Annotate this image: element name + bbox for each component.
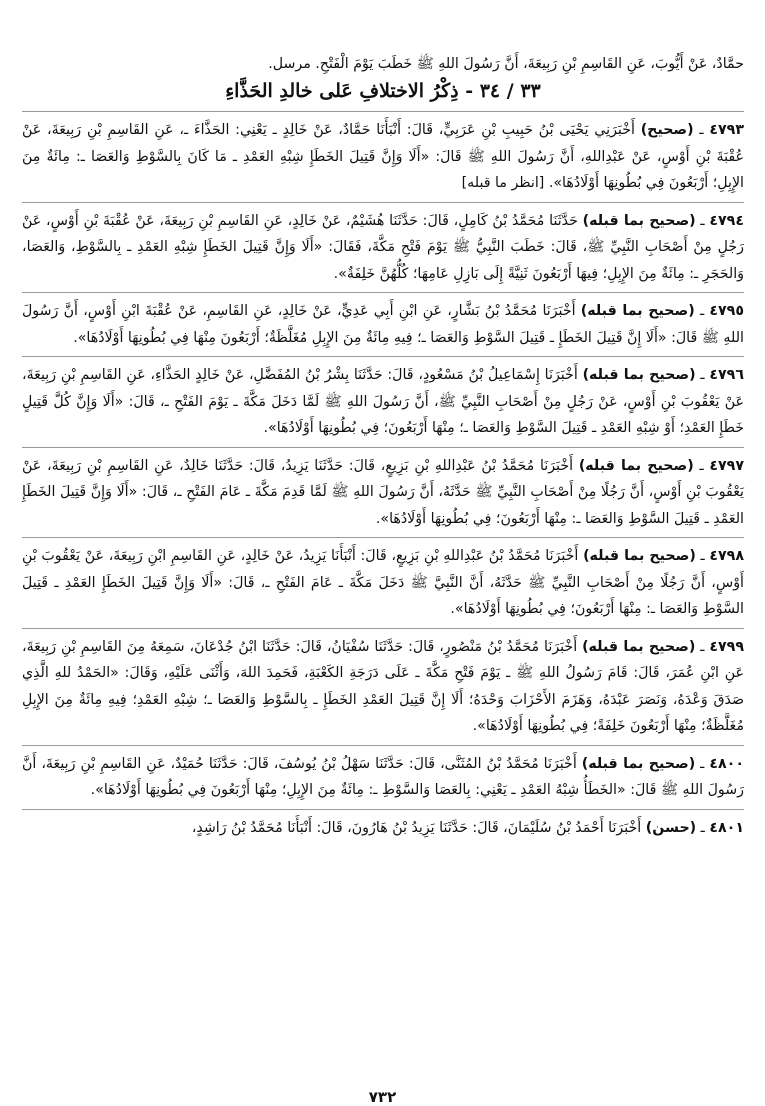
- hadith-entry: ٤٧٩٦ ـ (صحيح بما قبله) أَخْبَرَنَا إِسْمَاعِيلُ بْنُ مَسْعُودٍ، قَالَ: حَدَّثَنَا بِشْرُ بْنُ المُفَضَّلِ، عَنْ خَالِدٍ الحَذَّاءِ، عَنِ القَاسِمِ بْنِ رَبِيعَةَ، عَنْ يَعْقُوبَ بْنِ أَوْسٍ، عَنْ رَجُلٍ مِنْ أَصْحَابِ النَّبِيِّ ﷺ، أَنَّ رَسُولَ اللهِ ﷺ لَمَّا دَخَلَ مَكَّةَ ـ يَوْمَ الفَتْحِ ـ، قَالَ: «أَلَا وَإِنَّ كُلَّ قَتِيلٍ خَطَإِ العَمْدِ؛ أَوْ شِبْهِ العَمْدِ ـ قَتِيلَ السَّوْطِ وَالعَصَا ـ؛ مِنْهَا أَرْبَعُونَ؛ فِي بُطُونِهَا أَوْلَادُهَا».: [22, 367, 744, 436]
- page-content: [22, 52, 744, 1072]
- hadith-grade: (صحيح بما قبله): [580, 303, 695, 319]
- hadith-number: ٤٨٠١: [709, 819, 744, 836]
- hadith-entry: ٤٧٩٩ ـ (صحيح بما قبله) أَخْبَرَنَا مُحَمَّدُ بْنُ مَنْصُورٍ، قَالَ: حَدَّثَنَا سُفْيَانُ، قَالَ: حَدَّثَنَا ابْنُ جُدْعَانَ، سَمِعَهُ مِنَ القَاسِمِ بْنِ رَبِيعَةَ، عَنِ ابْنِ عُمَرَ، قَالَ: قَامَ رَسُولُ اللهِ ﷺ ـ يَوْمَ فَتْحِ مَكَّةَ ـ عَلَى دَرَجَةِ الكَعْبَةِ، فَحَمِدَ اللهَ، وَأَثْنَى عَلَيْهِ، وَقَالَ: «الحَمْدُ للهِ الَّذِي صَدَقَ وَعْدَهُ، وَنَصَرَ عَبْدَهُ، وَهَزَمَ الأَحْزَابَ وَحْدَهُ؛ أَلَا إِنَّ قَتِيلَ العَمْدِ الخَطَإِ ـ بِالسَّوْطِ وَالعَصَا ـ؛ شِبْهِ العَمْدِ؛ فِيهِ مِائَةٌ مِنَ الإِبِلِ مُغَلَّظَةٌ؛ مِنْهَا أَرْبَعُونَ خَلِفَةً؛ فِي بُطُونِهَا أَوْلَادُهَا».: [22, 638, 744, 734]
- hadith-grade: (صحيح بما قبله): [582, 367, 696, 383]
- hadith-number: ٤٧٩٩: [709, 638, 744, 655]
- hadith-text: حَدَّثَنَا مُحَمَّدُ بْنُ كَامِلٍ، قَالَ: حَدَّثَنَا هُشَيْمٌ، عَنْ خَالِدٍ، عَنِ القَاسِمِ بْنِ رَبِيعَةَ، عَنْ عُقْبَةَ بْنِ أَوْسٍ، عَنْ رَجُلٍ مِنْ أَصْحَابِ النَّبِيِّ ﷺ، قَالَ: خَطَبَ النَّبِيُّ ﷺ يَوْمَ فَتْحِ مَكَّةَ، فَقَالَ: «أَلَا وَإِنَّ قَتِيلَ الخَطَإِ شِبْهِ العَمْدِ ـ بِالسَّوْطِ، وَالعَصَا، وَالحَجَرِ ـ: مِائَةٌ مِنَ الإِبِلِ؛ فِيهَا أَرْبَعُونَ ثَنِيَّةً إِلَى بَازِلِ عَامِهَا؛ كُلُّهُنَّ خَلِفَةٌ».: [22, 212, 744, 282]
- chapter-title: ٣٣ / ٣٤ - ذِكْرُ الاختلافِ عَلى خالدِ الحَذَّاءِ: [225, 80, 541, 102]
- hadith-grade: (صحيح بما قبله): [581, 755, 696, 772]
- intro-text: حمَّادٌ، عَنْ أَيُّوبَ، عَنِ القَاسِمِ بْنِ رَبِيعَةَ، أَنَّ رَسُولَ اللهِ ﷺ خَطَبَ يَوْمَ الْفَتْحِ. مرسل.: [268, 56, 744, 72]
- hadith-entry: ٤٧٩٧ ـ (صحيح بما قبله) أَخْبَرَنَا مُحَمَّدُ بْنُ عَبْدِاللهِ بْنِ بَزِيعٍ، قَالَ: حَدَّثَنَا يَزِيدُ، قَالَ: حَدَّثَنَا خَالِدٌ، عَنِ القَاسِمِ بْنِ رَبِيعَةَ، عَنْ يَعْقُوبَ بْنِ أَوْسٍ، أَنَّ رَجُلًا مِنْ أَصْحَابِ النَّبِيِّ ﷺ حَدَّثَهُ، أَنَّ رَسُولَ اللهِ ﷺ لَمَّا قَدِمَ مَكَّةَ ـ عَامَ الفَتْحِ ـ، قَالَ: «أَلَا وَإِنَّ قَتِيلَ الخَطَإِ العَمْدِ ـ قَتِيلَ السَّوْطِ وَالعَصَا ـ: مِنْهَا أَرْبَعُونَ؛ فِي بُطُونِهَا أَوْلَادُهَا».: [22, 457, 744, 527]
- hadith-grade: (حسن): [645, 819, 697, 836]
- hadith-entry: ٤٨٠٠ ـ (صحيح بما قبله) أَخْبَرَنَا مُحَمَّدُ بْنُ المُثَنَّى، قَالَ: حَدَّثَنَا سَهْلُ بْنُ يُوسُفَ، قَالَ: حَدَّثَنَا حُمَيْدٌ، عَنِ القَاسِمِ بْنِ رَبِيعَةَ، أَنَّ رَسُولَ اللهِ ﷺ قَالَ: «الخَطَأُ شِبْهُ العَمْدِ ـ يَعْنِي: بِالعَصَا وَالسَّوْطِ ـ: مِائَةٌ مِنَ الإِبِلِ؛ مِنْهَا أَرْبَعُونَ فِي بُطُونِهَا أَوْلَادُهَا».: [22, 755, 744, 798]
- hadith-entry: ٤٨٠١ ـ (حسن) أَخْبَرَنَا أَحْمَدُ بْنُ سُلَيْمَانَ، قَالَ: حَدَّثَنَا يَزِيدُ بْنُ هَارُونَ، قَالَ: أَنْبَأَنَا مُحَمَّدُ بْنُ رَاشِدٍ،: [191, 819, 744, 836]
- hadith-number: ٤٧٩٣: [709, 122, 744, 138]
- hadith-text: أَخْبَرَنَا مُحَمَّدُ بْنُ المُثَنَّى، قَالَ: حَدَّثَنَا سَهْلُ بْنُ يُوسُفَ، قَالَ: حَدَّثَنَا حُمَيْدٌ، عَنِ القَاسِمِ بْنِ رَبِيعَةَ، أَنَّ رَسُولَ اللهِ ﷺ قَالَ: «الخَطَأُ شِبْهُ العَمْدِ ـ يَعْنِي: بِالعَصَا وَالسَّوْطِ ـ: مِائَةٌ مِنَ الإِبِلِ؛ مِنْهَا أَرْبَعُونَ فِي بُطُونِهَا أَوْلَادُهَا».: [22, 755, 744, 798]
- hadith-number: ٤٧٩٤: [709, 212, 744, 229]
- hadith-text: أَخْبَرَنَا مُحَمَّدُ بْنُ عَبْدِاللهِ بْنِ بَزِيعٍ، قَالَ: أَنْبَأَنَا يَزِيدُ، عَنْ خَالِدٍ، عَنِ القَاسِمِ ابْنِ رَبِيعَةَ، عَنْ يَعْقُوبَ بْنِ أَوْسٍ، أَنَّ رَجُلًا مِنْ أَصْحَابِ النَّبِيِّ ﷺ حَدَّثَهُ، أَنَّ النَّبِيَّ ﷺ دَخَلَ مَكَّةَ ـ عَامَ الفَتْحِ ـ، قَالَ: «أَلَا وَإِنَّ قَتِيلَ الخَطَإِ العَمْدِ ـ قَتِيلَ السَّوْطِ وَالعَصَا ـ: مِنْهَا أَرْبَعُونَ؛ فِي بُطُونِهَا أَوْلَادُهَا».: [22, 548, 744, 617]
- hadith-number: ٤٧٩٨: [709, 548, 744, 564]
- hadith-grade: (صحيح بما قبله): [578, 457, 694, 474]
- hadith-number: ٤٨٠٠: [709, 755, 744, 772]
- hadith-grade: (صحيح بما قبله): [583, 548, 696, 564]
- hadith-entry: ٤٧٩٥ ـ (صحيح بما قبله) أَخْبَرَنَا مُحَمَّدُ بْنُ بَشَّارٍ، عَنِ ابْنِ أَبِي عَدِيٍّ، عَنْ خَالِدٍ، عَنِ القَاسِمِ، عَنْ عُقْبَةَ ابْنِ أَوْسٍ، أَنَّ رَسُولَ اللهِ ﷺ قَالَ: «أَلَا إِنَّ قَتِيلَ الخَطَإِ ـ قَتِيلَ السَّوْطِ وَالعَصَا ـ؛ فِيهِ مِائَةٌ مِنَ الإِبِلِ مُغَلَّظَةٌ؛ أَرْبَعُونَ مِنْهَا فِي بُطُونِهَا أَوْلَادُهَا».: [22, 303, 744, 346]
- hadith-entry: ٤٧٩٤ ـ (صحيح بما قبله) حَدَّثَنَا مُحَمَّدُ بْنُ كَامِلٍ، قَالَ: حَدَّثَنَا هُشَيْمٌ، عَنْ خَالِدٍ، عَنِ القَاسِمِ بْنِ رَبِيعَةَ، عَنْ عُقْبَةَ بْنِ أَوْسٍ، عَنْ رَجُلٍ مِنْ أَصْحَابِ النَّبِيِّ ﷺ، قَالَ: خَطَبَ النَّبِيُّ ﷺ يَوْمَ فَتْحِ مَكَّةَ، فَقَالَ: «أَلَا وَإِنَّ قَتِيلَ الخَطَإِ شِبْهِ العَمْدِ ـ بِالسَّوْطِ، وَالعَصَا، وَالحَجَرِ ـ: مِائَةٌ مِنَ الإِبِلِ؛ فِيهَا أَرْبَعُونَ ثَنِيَّةً إِلَى بَازِلِ عَامِهَا؛ كُلُّهُنَّ خَلِفَةٌ».: [22, 212, 744, 282]
- hadith-grade: (صحيح بما قبله): [582, 212, 696, 229]
- hadith-text: أَخْبَرَنَا إِسْمَاعِيلُ بْنُ مَسْعُودٍ، قَالَ: حَدَّثَنَا بِشْرُ بْنُ المُفَضَّلِ، عَنْ خَالِدٍ الحَذَّاءِ، عَنِ القَاسِمِ بْنِ رَبِيعَةَ، عَنْ يَعْقُوبَ بْنِ أَوْسٍ، عَنْ رَجُلٍ مِنْ أَصْحَابِ النَّبِيِّ ﷺ، أَنَّ رَسُولَ اللهِ ﷺ لَمَّا دَخَلَ مَكَّةَ ـ يَوْمَ الفَتْحِ ـ، قَالَ: «أَلَا وَإِنَّ كُلَّ قَتِيلٍ خَطَإِ العَمْدِ؛ أَوْ شِبْهِ العَمْدِ ـ قَتِيلَ السَّوْطِ وَالعَصَا ـ؛ مِنْهَا أَرْبَعُونَ؛ فِي بُطُونِهَا أَوْلَادُهَا».: [22, 367, 744, 436]
- hadith-list: [22, 111, 744, 846]
- hadith-text: أَخْبَرَنَا مُحَمَّدُ بْنُ بَشَّارٍ، عَنِ ابْنِ أَبِي عَدِيٍّ، عَنْ خَالِدٍ، عَنِ القَاسِمِ، عَنْ عُقْبَةَ ابْنِ أَوْسٍ، أَنَّ رَسُولَ اللهِ ﷺ قَالَ: «أَلَا إِنَّ قَتِيلَ الخَطَإِ ـ قَتِيلَ السَّوْطِ وَالعَصَا ـ؛ فِيهِ مِائَةٌ مِنَ الإِبِلِ مُغَلَّظَةٌ؛ أَرْبَعُونَ مِنْهَا فِي بُطُونِهَا أَوْلَادُهَا».: [22, 303, 744, 346]
- hadith-text: أَخْبَرَنِي يَحْيَى بْنُ حَبِيبِ بْنِ عَرَبِيٍّ، قَالَ: أَنْبَأَنَا حَمَّادٌ، عَنْ خَالِدٍ ـ يَعْنِي: الحَذَّاءَ ـ، عَنِ القَاسِمِ بْنِ رَبِيعَةَ، عَنْ عُقْبَةَ بْنِ أَوْسٍ، عَنْ عَبْدِاللهِ، أَنَّ رَسُولَ اللهِ ﷺ قَالَ: «أَلَا وَإِنَّ قَتِيلَ الخَطَإِ شِبْهِ العَمْدِ ـ مَا كَانَ بِالسَّوْطِ وَالعَصَا ـ: مِائَةٌ مِنَ الإِبِلِ؛ أَرْبَعُونَ فِي بُطُونِهَا أَوْلَادُهَا». [انظر ما قبله]: [22, 122, 744, 191]
- hadith-number: ٤٧٩٦: [709, 367, 744, 383]
- page-number: ٧٣٢: [368, 1088, 397, 1106]
- hadith-grade: (صحيح بما قبله): [582, 638, 696, 655]
- hadith-text: أَخْبَرَنَا أَحْمَدُ بْنُ سُلَيْمَانَ، قَالَ: حَدَّثَنَا يَزِيدُ بْنُ هَارُونَ، قَالَ: أَنْبَأَنَا مُحَمَّدُ بْنُ رَاشِدٍ،: [191, 819, 642, 836]
- hadith-text: أَخْبَرَنَا مُحَمَّدُ بْنُ مَنْصُورٍ، قَالَ: حَدَّثَنَا سُفْيَانُ، قَالَ: حَدَّثَنَا ابْنُ جُدْعَانَ، سَمِعَهُ مِنَ القَاسِمِ بْنِ رَبِيعَةَ، عَنِ ابْنِ عُمَرَ، قَالَ: قَامَ رَسُولُ اللهِ ﷺ ـ يَوْمَ فَتْحِ مَكَّةَ ـ عَلَى دَرَجَةِ الكَعْبَةِ، فَحَمِدَ اللهَ، وَأَثْنَى عَلَيْهِ، وَقَالَ: «الحَمْدُ للهِ الَّذِي صَدَقَ وَعْدَهُ، وَنَصَرَ عَبْدَهُ، وَهَزَمَ الأَحْزَابَ وَحْدَهُ؛ أَلَا إِنَّ قَتِيلَ العَمْدِ الخَطَإِ ـ بِالسَّوْطِ وَالعَصَا ـ؛ شِبْهِ العَمْدِ؛ فِيهِ مِائَةٌ مِنَ الإِبِلِ مُغَلَّظَةٌ؛ مِنْهَا أَرْبَعُونَ خَلِفَةً؛ فِي بُطُونِهَا أَوْلَادُهَا».: [22, 638, 744, 734]
- hadith-entry: ٤٧٩٣ ـ (صحيح) أَخْبَرَنِي يَحْيَى بْنُ حَبِيبِ بْنِ عَرَبِيٍّ، قَالَ: أَنْبَأَنَا حَمَّادٌ، عَنْ خَالِدٍ ـ يَعْنِي: الحَذَّاءَ ـ، عَنِ القَاسِمِ بْنِ رَبِيعَةَ، عَنْ عُقْبَةَ بْنِ أَوْسٍ، عَنْ عَبْدِاللهِ، أَنَّ رَسُولَ اللهِ ﷺ قَالَ: «أَلَا وَإِنَّ قَتِيلَ الخَطَإِ شِبْهِ العَمْدِ ـ مَا كَانَ بِالسَّوْطِ وَالعَصَا ـ: مِائَةٌ مِنَ الإِبِلِ؛ أَرْبَعُونَ فِي بُطُونِهَا أَوْلَادُهَا». [انظر ما قبله]: [22, 122, 744, 191]
- hadith-text: أَخْبَرَنَا مُحَمَّدُ بْنُ عَبْدِاللهِ بْنِ بَزِيعٍ، قَالَ: حَدَّثَنَا يَزِيدُ، قَالَ: حَدَّثَنَا خَالِدٌ، عَنِ القَاسِمِ بْنِ رَبِيعَةَ، عَنْ يَعْقُوبَ بْنِ أَوْسٍ، أَنَّ رَجُلًا مِنْ أَصْحَابِ النَّبِيِّ ﷺ حَدَّثَهُ، أَنَّ رَسُولَ اللهِ ﷺ لَمَّا قَدِمَ مَكَّةَ ـ عَامَ الفَتْحِ ـ، قَالَ: «أَلَا وَإِنَّ قَتِيلَ الخَطَإِ العَمْدِ ـ قَتِيلَ السَّوْطِ وَالعَصَا ـ: مِنْهَا أَرْبَعُونَ؛ فِي بُطُونِهَا أَوْلَادُهَا».: [22, 457, 744, 527]
- hadith-grade: (صحيح): [640, 122, 694, 138]
- hadith-number: ٤٧٩٧: [709, 457, 744, 474]
- hadith-entry: ٤٧٩٨ ـ (صحيح بما قبله) أَخْبَرَنَا مُحَمَّدُ بْنُ عَبْدِاللهِ بْنِ بَزِيعٍ، قَالَ: أَنْبَأَنَا يَزِيدُ، عَنْ خَالِدٍ، عَنِ القَاسِمِ ابْنِ رَبِيعَةَ، عَنْ يَعْقُوبَ بْنِ أَوْسٍ، أَنَّ رَجُلًا مِنْ أَصْحَابِ النَّبِيِّ ﷺ حَدَّثَهُ، أَنَّ النَّبِيَّ ﷺ دَخَلَ مَكَّةَ ـ عَامَ الفَتْحِ ـ، قَالَ: «أَلَا وَإِنَّ قَتِيلَ الخَطَإِ العَمْدِ ـ قَتِيلَ السَّوْطِ وَالعَصَا ـ: مِنْهَا أَرْبَعُونَ؛ فِي بُطُونِهَا أَوْلَادُهَا».: [22, 548, 744, 617]
- hadith-number: ٤٧٩٥: [709, 303, 744, 319]
